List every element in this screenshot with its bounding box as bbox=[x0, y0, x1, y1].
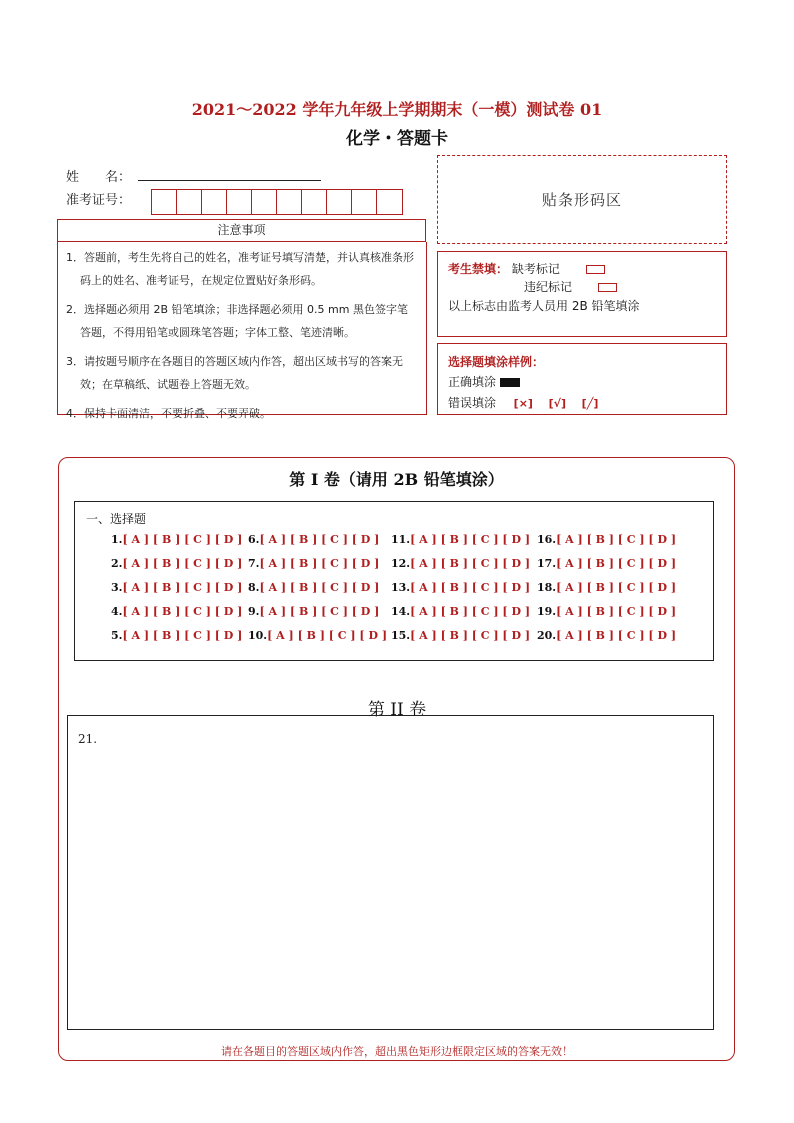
question-number: 1. bbox=[111, 533, 123, 546]
exam-id-digit-box[interactable] bbox=[152, 190, 177, 214]
choice-question[interactable] bbox=[111, 533, 242, 546]
question-number: 6. bbox=[248, 533, 260, 546]
choice-question[interactable] bbox=[391, 581, 530, 594]
notice-list bbox=[57, 242, 427, 420]
correct-fill-label: 正确填涂 bbox=[448, 375, 497, 389]
answer-options[interactable]: [ A ] [ B ] [ C ] [ D ] bbox=[259, 605, 380, 618]
answer-options[interactable]: [ A ] [ B ] [ C ] [ D ] bbox=[410, 557, 531, 570]
question-number: 19. bbox=[537, 605, 557, 618]
answer-options[interactable]: [ A ] [ B ] [ C ] [ D ] bbox=[259, 557, 380, 570]
question-number: 16. bbox=[537, 533, 557, 546]
forbid-note: 以上标志由监考人员用 2B 铅笔填涂 bbox=[448, 299, 640, 313]
fill-example-box bbox=[437, 343, 727, 415]
question-number: 15. bbox=[391, 629, 411, 642]
choice-question[interactable] bbox=[248, 581, 379, 594]
choice-question[interactable] bbox=[111, 629, 242, 642]
section2-title: 第 II 卷 bbox=[367, 700, 427, 720]
notice-item: 2．选择题必须用 2B 铅笔填涂；非选择题必须用 0.5 mm 黑色签字笔答题，不得用铅笔或圆珠笔答题；字体工整、笔迹清晰。 bbox=[66, 303, 408, 339]
choice-question[interactable] bbox=[537, 629, 676, 642]
wrong-fill-label: 错误填涂 bbox=[448, 396, 497, 410]
exam-id-digit-box[interactable] bbox=[302, 190, 327, 214]
answer-options[interactable]: [ A ] [ B ] [ C ] [ D ] bbox=[122, 533, 243, 546]
choice-question[interactable] bbox=[391, 629, 530, 642]
question-number: 7. bbox=[248, 557, 260, 570]
answer-options[interactable]: [ A ] [ B ] [ C ] [ D ] bbox=[267, 629, 388, 642]
exam-id-digit-box[interactable] bbox=[377, 190, 402, 214]
barcode-label: 贴条形码区 bbox=[541, 191, 622, 209]
choice-question[interactable] bbox=[248, 557, 379, 570]
answer-options[interactable]: [ A ] [ B ] [ C ] [ D ] bbox=[556, 557, 677, 570]
choice-question[interactable] bbox=[537, 533, 676, 546]
answer-options[interactable]: [ A ] [ B ] [ C ] [ D ] bbox=[410, 605, 531, 618]
question-number: 2. bbox=[111, 557, 123, 570]
exam-id-digit-box[interactable] bbox=[352, 190, 377, 214]
question-21-number: 21. bbox=[78, 732, 98, 746]
answer-options[interactable]: [ A ] [ B ] [ C ] [ D ] bbox=[410, 581, 531, 594]
question-number: 4. bbox=[111, 605, 123, 618]
question-number: 14. bbox=[391, 605, 411, 618]
question-number: 9. bbox=[248, 605, 260, 618]
exam-id-boxes[interactable] bbox=[151, 189, 403, 215]
choice-question[interactable] bbox=[537, 557, 676, 570]
example-title: 选择题填涂样例： bbox=[448, 355, 545, 369]
notice-title: 注意事项 bbox=[57, 219, 426, 242]
absent-mark-box[interactable] bbox=[586, 265, 605, 274]
notice-item: 1．答题前，考生先将自己的姓名，准考证号填写清楚，并认真核准条形码上的姓名、准考证号，在规定位置贴好条形码。 bbox=[66, 251, 414, 287]
name-label: 姓 名： bbox=[66, 170, 132, 185]
violation-mark-box[interactable] bbox=[598, 283, 617, 292]
question-number: 17. bbox=[537, 557, 557, 570]
answer-options[interactable]: [ A ] [ B ] [ C ] [ D ] bbox=[259, 533, 380, 546]
choice-question[interactable] bbox=[391, 557, 530, 570]
question-number: 3. bbox=[111, 581, 123, 594]
answer-options[interactable]: [ A ] [ B ] [ C ] [ D ] bbox=[122, 605, 243, 618]
question-number: 5. bbox=[111, 629, 123, 642]
question-number: 20. bbox=[537, 629, 557, 642]
page-subtitle: 化学・答题卡 bbox=[346, 129, 448, 149]
answer-options[interactable]: [ A ] [ B ] [ C ] [ D ] bbox=[259, 581, 380, 594]
wrong-mark-check: [√] bbox=[548, 397, 567, 410]
barcode-area bbox=[437, 155, 727, 244]
choice-question[interactable] bbox=[111, 557, 242, 570]
violation-mark-label: 违纪标记 bbox=[524, 280, 573, 294]
footer-warning: 请在各题目的答题区域内作答，超出黑色矩形边框限定区域的答案无效！ bbox=[221, 1045, 573, 1058]
question-number: 12. bbox=[391, 557, 411, 570]
name-field[interactable] bbox=[138, 180, 321, 181]
answer-options[interactable]: [ A ] [ B ] [ C ] [ D ] bbox=[556, 605, 677, 618]
forbid-label: 考生禁填： bbox=[448, 262, 509, 276]
choice-question[interactable] bbox=[391, 605, 530, 618]
notice-item: 3．请按题号顺序在各题目的答题区域内作答，超出区域书写的答案无效；在草稿纸、试题卷上答题无效。 bbox=[66, 355, 403, 391]
section1-title: 第 I 卷（请用 2B 铅笔填涂） bbox=[289, 470, 504, 489]
answer-options[interactable]: [ A ] [ B ] [ C ] [ D ] bbox=[556, 629, 677, 642]
choice-heading: 一、选择题 bbox=[86, 512, 147, 526]
choice-question[interactable] bbox=[111, 605, 242, 618]
proctor-only-box bbox=[437, 251, 727, 337]
choice-question[interactable] bbox=[111, 581, 242, 594]
choice-question[interactable] bbox=[537, 605, 676, 618]
question-number: 13. bbox=[391, 581, 411, 594]
choice-question[interactable] bbox=[391, 533, 530, 546]
question-number: 18. bbox=[537, 581, 557, 594]
question-21-answer-area[interactable] bbox=[67, 715, 714, 1030]
exam-id-digit-box[interactable] bbox=[277, 190, 302, 214]
answer-options[interactable]: [ A ] [ B ] [ C ] [ D ] bbox=[122, 629, 243, 642]
exam-id-digit-box[interactable] bbox=[252, 190, 277, 214]
choice-question[interactable] bbox=[248, 605, 379, 618]
answer-options[interactable]: [ A ] [ B ] [ C ] [ D ] bbox=[556, 533, 677, 546]
exam-id-digit-box[interactable] bbox=[202, 190, 227, 214]
exam-id-digit-box[interactable] bbox=[227, 190, 252, 214]
answer-options[interactable]: [ A ] [ B ] [ C ] [ D ] bbox=[410, 533, 531, 546]
filled-mark-icon bbox=[500, 378, 520, 387]
answer-options[interactable]: [ A ] [ B ] [ C ] [ D ] bbox=[122, 557, 243, 570]
exam-id-digit-box[interactable] bbox=[327, 190, 352, 214]
choice-question[interactable] bbox=[537, 581, 676, 594]
exam-id-digit-box[interactable] bbox=[177, 190, 202, 214]
question-number: 10. bbox=[248, 629, 268, 642]
absent-mark-label: 缺考标记 bbox=[511, 262, 560, 276]
wrong-mark-cross: [×] bbox=[513, 397, 533, 410]
id-label: 准考证号： bbox=[66, 193, 132, 208]
notice-item: 4．保持卡面清洁，不要折叠、不要弄破。 bbox=[66, 407, 271, 420]
answer-options[interactable]: [ A ] [ B ] [ C ] [ D ] bbox=[556, 581, 677, 594]
choice-question[interactable] bbox=[248, 533, 379, 546]
question-number: 11. bbox=[391, 533, 411, 546]
choice-question[interactable] bbox=[248, 629, 387, 642]
page-title: 2021～2022 学年九年级上学期期末（一模）测试卷 01 bbox=[191, 100, 603, 119]
answer-options[interactable]: [ A ] [ B ] [ C ] [ D ] bbox=[122, 581, 243, 594]
question-number: 8. bbox=[248, 581, 260, 594]
answer-options[interactable]: [ A ] [ B ] [ C ] [ D ] bbox=[410, 629, 531, 642]
wrong-mark-slash: [╱] bbox=[581, 397, 599, 410]
